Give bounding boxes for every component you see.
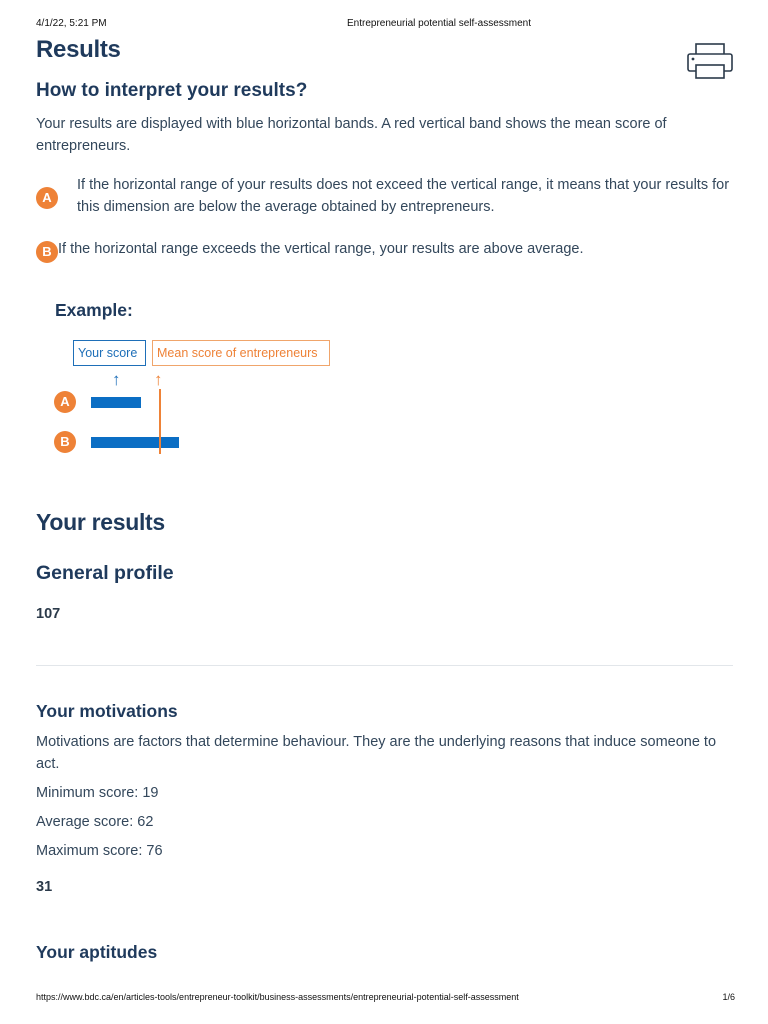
print-page-number: 1/6 bbox=[722, 992, 735, 1002]
motivations-maximum: Maximum score: 76 bbox=[36, 843, 163, 859]
example-badge-b: B bbox=[54, 431, 76, 453]
your-results-heading: Your results bbox=[36, 509, 165, 535]
print-document-title: Entrepreneurial potential self-assessment bbox=[347, 18, 531, 29]
print-footer bbox=[0, 992, 768, 1006]
your-score-arrow-icon: ↑ bbox=[112, 370, 121, 389]
interpret-item-a: If the horizontal range of your results does not exceed the vertical range, it means that your results for this dimension are below the average obtained by entrepreneurs. bbox=[77, 177, 730, 215]
interpret-item-b: If the horizontal range exceeds the vertical range, your results are above average. bbox=[58, 241, 584, 257]
motivations-minimum: Minimum score: 19 bbox=[36, 785, 159, 801]
print-header bbox=[0, 18, 768, 32]
interpret-heading: How to interpret your results? bbox=[36, 80, 308, 101]
motivations-description: Motivations are factors that determine behaviour. They are the underlying reasons that induce someone to act. bbox=[36, 734, 717, 772]
motivations-score: 31 bbox=[36, 879, 53, 895]
section-divider bbox=[36, 665, 733, 666]
print-url: https://www.bdc.ca/en/articles-tools/entrepreneur-toolkit/business-assessments/entrepreneurial-potential-self-assessment bbox=[36, 992, 519, 1002]
general-profile-heading: General profile bbox=[36, 562, 174, 584]
example-bar-b bbox=[91, 437, 179, 448]
example-title: Example: bbox=[55, 300, 133, 320]
printer-icon[interactable] bbox=[687, 43, 733, 79]
badge-a: A bbox=[36, 187, 58, 209]
page-title: Results bbox=[36, 36, 121, 63]
motivations-heading: Your motivations bbox=[36, 701, 178, 721]
motivations-average: Average score: 62 bbox=[36, 814, 154, 830]
general-profile-score: 107 bbox=[36, 606, 61, 622]
example-mean-line bbox=[159, 389, 161, 454]
interpret-intro: Your results are displayed with blue horizontal bands. A red vertical band shows the mean score of entrepreneurs. bbox=[36, 116, 667, 154]
aptitudes-heading: Your aptitudes bbox=[36, 942, 158, 962]
print-date: 4/1/22, 5:21 PM bbox=[36, 18, 107, 29]
badge-b: B bbox=[36, 241, 58, 263]
your-score-label: Your score bbox=[73, 340, 146, 366]
example-badge-a: A bbox=[54, 391, 76, 413]
example-bar-a bbox=[91, 397, 141, 408]
mean-score-arrow-icon: ↑ bbox=[154, 370, 163, 389]
mean-score-label: Mean score of entrepreneurs bbox=[152, 340, 330, 366]
